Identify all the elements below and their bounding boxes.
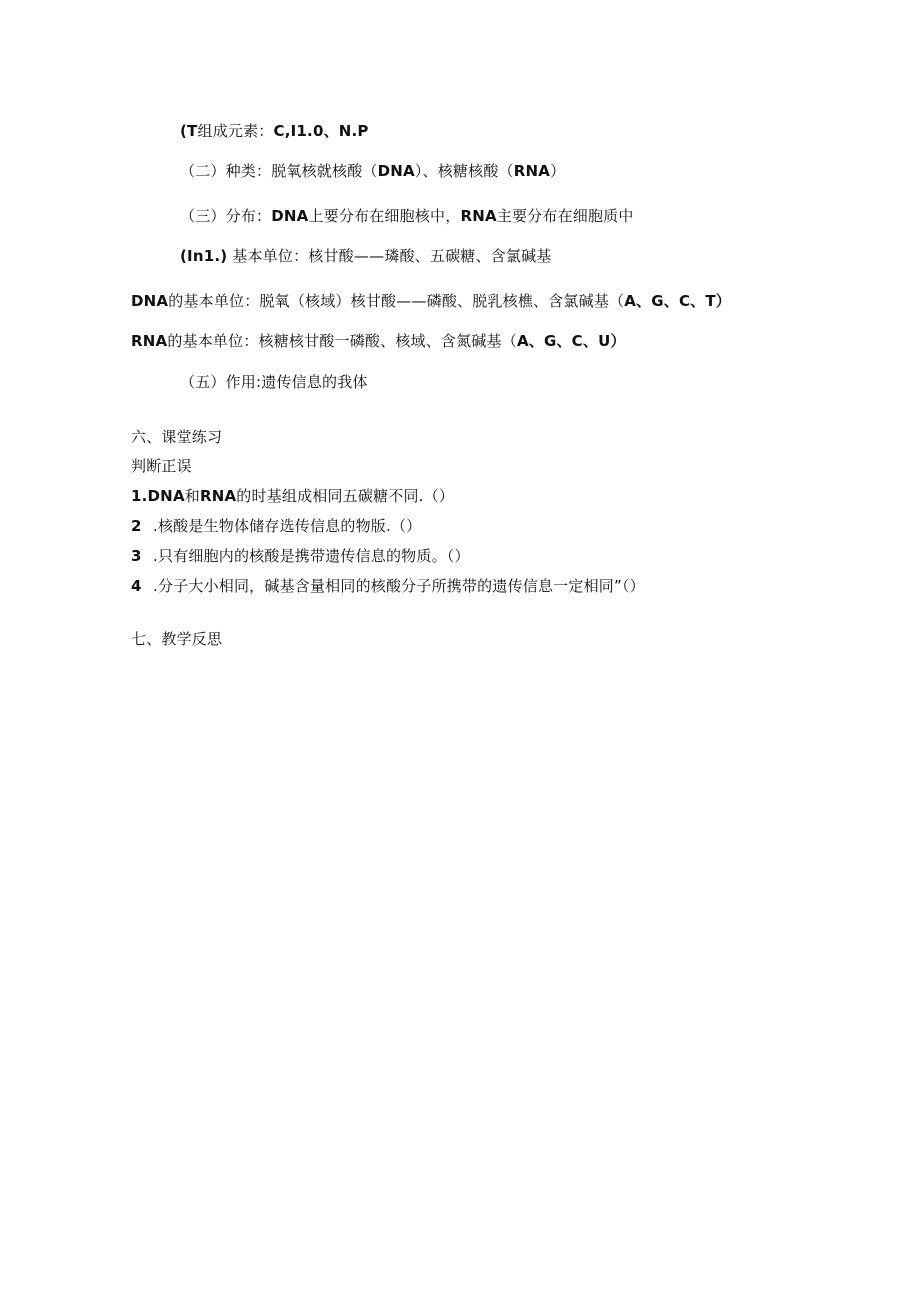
elements-value: C,I1.0、N.P <box>273 122 369 140</box>
distribution-dna: DNA <box>271 207 309 225</box>
elements-prefix: (T <box>180 122 198 140</box>
distribution-text-3: 主要分布在细胞质中 <box>496 207 634 225</box>
elements-line <box>180 121 369 141</box>
function-line: （五）作用:遗传信息的我体 <box>180 373 368 391</box>
q3-text: .只有细胞内的核酸是携带遗传信息的物质。（） <box>153 547 470 565</box>
types-text-2: ）、核糖核酸（ <box>414 162 514 180</box>
rna-unit-rna: RNA <box>131 332 168 350</box>
q2-text: .核酸是生物体储存选传信息的物版.（） <box>153 517 422 535</box>
dna-unit-text: 的基本单位：脱氧（核域）核甘酸——磷酸、脱乳核樵、含氯碱基（ <box>168 292 625 310</box>
basic-unit-line <box>180 246 551 266</box>
types-text-1: （二）种类：脱氧核就核酸（ <box>180 162 378 180</box>
judge-heading: 判断正误 <box>131 457 192 475</box>
q1-num-dna: 1.DNA <box>131 487 185 505</box>
rna-unit-text: 的基本单位：核糖核甘酸一磷酸、核域、含氮碱基（ <box>167 332 517 350</box>
types-line <box>180 161 565 181</box>
distribution-text-2: 上要分布在细胞核中， <box>308 207 461 225</box>
question-1 <box>131 486 454 506</box>
dna-unit-close: ） <box>715 292 731 310</box>
q1-rna: RNA <box>199 487 237 505</box>
question-2 <box>131 516 421 536</box>
rna-unit-close: ） <box>610 332 626 350</box>
basic-unit-prefix: (In1.) <box>180 247 228 265</box>
rna-unit-line <box>131 331 626 351</box>
q3-num: 3 <box>131 547 142 565</box>
q1-text: 的时基组成相同五碳糖不同.（） <box>236 487 455 505</box>
types-text-3: ） <box>550 162 566 180</box>
dna-unit-dna: DNA <box>131 292 169 310</box>
elements-label: 组成元素： <box>197 122 274 140</box>
types-dna: DNA <box>377 162 415 180</box>
basic-unit-text: 基本单位：核甘酸——璘酸、五碳糖、含氯碱基 <box>227 247 552 265</box>
section-7-heading: 七、教学反思 <box>131 630 223 648</box>
distribution-line <box>180 206 634 226</box>
q4-num: 4 <box>131 577 142 595</box>
q1-and: 和 <box>184 487 200 505</box>
distribution-rna: RNA <box>460 207 497 225</box>
types-rna: RNA <box>513 162 551 180</box>
rna-unit-bases: A、G、C、U <box>516 332 611 350</box>
distribution-text-1: （三）分布： <box>180 207 272 225</box>
section-6-heading: 六、课堂练习 <box>131 428 223 446</box>
question-4 <box>131 576 645 596</box>
q2-num: 2 <box>131 517 142 535</box>
dna-unit-line <box>131 291 731 311</box>
q4-text: .分子大小相同，碱基含量相同的核酸分子所携带的遗传信息一定相同”（） <box>153 577 645 595</box>
dna-unit-bases: A、G、C、T <box>624 292 716 310</box>
question-3 <box>131 546 470 566</box>
